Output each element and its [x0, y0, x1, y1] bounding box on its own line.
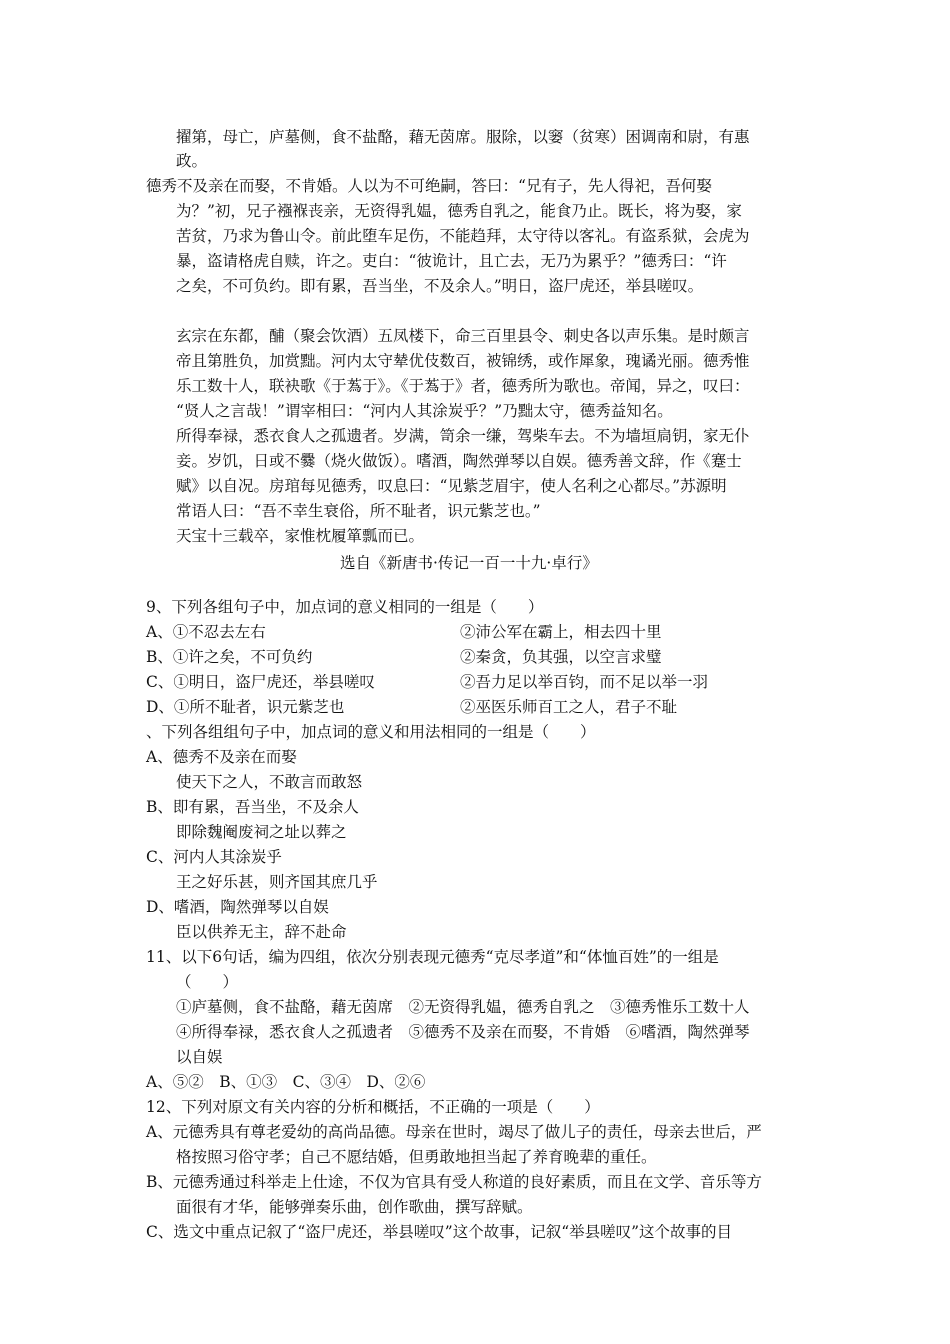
passage-line: 政。: [176, 152, 208, 170]
q10-option-d-1: D、嗜酒，陶然弹琴以自娱: [146, 898, 329, 916]
q10-option-a-1: A、德秀不及亲在而娶: [146, 748, 297, 766]
passage-line: “贤人之言哉！”谓宰相曰：“河内人其涂炭乎？”乃黜太守，德秀益知名。: [176, 402, 673, 420]
q11-items-line: ①庐墓侧，食不盐酪，藉无茵席 ②无资得乳媪，德秀自乳之 ③德秀惟乐工数十人: [176, 998, 750, 1016]
question-10-stem: 、下列各组组句子中，加点词的意义和用法相同的一组是（ ）: [146, 723, 596, 741]
q10-option-b-2: 即除魏阉废祠之址以葬之: [176, 823, 347, 841]
passage-line: 妾。岁饥，日或不爨（烧火做饭）。嗜酒，陶然弹琴以自娱。德秀善文辞，作《蹇士: [176, 452, 742, 470]
question-12-stem: 12、下列对原文有关内容的分析和概括，不正确的一项是（ ）: [146, 1098, 600, 1116]
passage-line: 天宝十三载卒，家惟枕履箪瓢而已。: [176, 527, 425, 545]
passage-line: 德秀不及亲在而娶，不肯婚。人以为不可绝嗣，答曰：“兄有子，先人得祀，吾何娶: [146, 177, 712, 195]
q9-option-c-1: C、①明日，盗尸虎还，举县嗟叹: [146, 673, 375, 691]
q12-option-c: C、选文中重点记叙了“盗尸虎还，举县嗟叹”这个故事，记叙“举县嗟叹”这个故事的目: [146, 1223, 733, 1241]
passage-line: 暴，盗请格虎自赎，许之。吏白：“彼诡计，且亡去，无乃为累乎？”德秀曰：“许: [176, 252, 727, 270]
q10-option-c-2: 王之好乐甚，则齐国其庶几乎: [176, 873, 378, 891]
q12-option-a: A、元德秀具有尊老爱幼的高尚品德。母亲在世时，竭尽了做儿子的责任，母亲去世后，严: [146, 1123, 762, 1141]
passage-line: 赋》以自况。房琯每见德秀，叹息曰：“见紫芝眉宇，使人名利之心都尽。”苏源明: [176, 477, 727, 495]
q12-option-b: B、元德秀通过科举走上仕途，不仅为官具有受人称道的良好素质，而且在文学、音乐等方: [146, 1173, 762, 1191]
q10-option-a-2: 使天下之人，不敢言而敢怒: [176, 773, 363, 791]
q11-answers: A、⑤② B、①③ C、③④ D、②⑥: [146, 1073, 426, 1091]
q11-items-line: ④所得奉禄，悉衣食人之孤遗者 ⑤德秀不及亲在而娶，不肯婚 ⑥嗜酒，陶然弹琴: [176, 1023, 750, 1041]
question-9-stem: 9、下列各组句子中，加点词的意义相同的一组是（ ）: [146, 598, 544, 616]
q9-option-b-2: ②秦贪，负其强，以空言求璧: [460, 648, 662, 666]
passage-line: 苦贫，乃求为鲁山令。前此堕车足伤，不能趋拜，太守待以客礼。有盗系狱，会虎为: [176, 227, 750, 245]
q9-option-d-2: ②巫医乐师百工之人，君子不耻: [460, 698, 678, 716]
passage-line: 帝且第胜负，加赏黜。河内太守辇优伎数百，被锦绣，或作犀象，瑰谲光丽。德秀惟: [176, 352, 750, 370]
q9-option-b-1: B、①许之矣，不可负约: [146, 648, 313, 666]
passage-line: 乐工数十人，联袂歌《于蒍于》。《于蒍于》者，德秀所为歌也。帝闻，异之，叹曰：: [176, 377, 750, 395]
q9-option-a-1: A、①不忍去左右: [146, 623, 266, 641]
q9-option-c-2: ②吾力足以举百钧，而不足以举一羽: [460, 673, 709, 691]
question-11-paren: （ ）: [176, 973, 239, 991]
passage-line: 为？”初，兄子襁褓丧亲，无资得乳媪，德秀自乳之，能食乃止。既长，将为娶，家: [176, 202, 742, 220]
passage-line: 常语人曰：“吾不幸生衰俗，所不耻者，识元紫芝也。”: [176, 502, 541, 520]
question-11-stem: 11、以下6句话，编为四组，依次分别表现元德秀“克尽孝道”和“体恤百姓”的一组是: [146, 948, 719, 966]
q11-items-line: 以自娱: [176, 1048, 223, 1066]
q10-option-d-2: 臣以供养无主，辞不赴命: [176, 923, 347, 941]
q9-option-a-2: ②沛公军在霸上，相去四十里: [460, 623, 662, 641]
passage-line: 擢第，母亡，庐墓侧，食不盐酪，藉无茵席。服除，以窭（贫寒）困调南和尉，有惠: [176, 128, 750, 146]
passage-line: 所得奉禄，悉衣食人之孤遗者。岁满，笥余一缣，驾柴车去。不为墙垣扃钥，家无仆: [176, 427, 750, 445]
q10-option-b-1: B、即有累，吾当坐，不及余人: [146, 798, 359, 816]
q12-option-b-cont: 面很有才华，能够弹奏乐曲，创作歌曲，撰写辞赋。: [176, 1198, 533, 1216]
passage-line: 玄宗在东都，酺（聚会饮酒）五凤楼下，命三百里县令、刺史各以声乐集。是时颇言: [176, 327, 750, 345]
q9-option-d-1: D、①所不耻者，识元紫芝也: [146, 698, 345, 716]
passage-source: 选自《新唐书·传记一百一十九·卓行》: [340, 554, 598, 572]
q10-option-c-1: C、河内人其涂炭乎: [146, 848, 282, 866]
q12-option-a-cont: 格按照习俗守孝；自己不愿结婚，但勇敢地担当起了养育晚辈的重任。: [176, 1148, 657, 1166]
passage-line: 之矣，不可负约。即有累，吾当坐，不及余人。”明日，盗尸虎还，举县嗟叹。: [176, 277, 704, 295]
